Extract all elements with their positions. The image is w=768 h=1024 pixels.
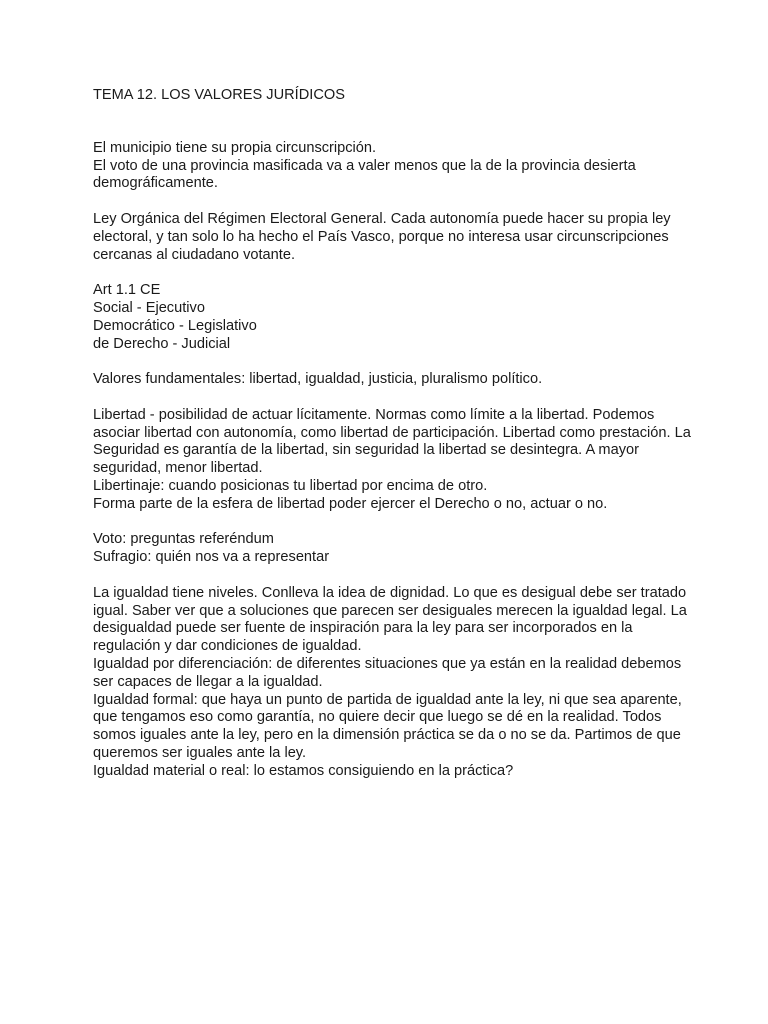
text-line: Igualdad material o real: lo estamos consiguiendo en la práctica? — [93, 762, 514, 779]
text-line: electoral, y tan solo lo ha hecho el País Vasco, porque no interesa usar circunscripciones — [93, 228, 669, 245]
text-line: cercanas al ciudadano votante. — [93, 246, 296, 263]
text-line: de Derecho - Judicial — [93, 335, 231, 352]
document-title: TEMA 12. LOS VALORES JURÍDICOS — [93, 87, 345, 103]
text-line: que tengamos eso como garantía, no quiere decir que luego se dé en la realidad. Todos — [93, 709, 662, 726]
text-line: asociar libertad con autonomía, como libertad de participación. Libertad como prestación. La — [93, 424, 691, 441]
paragraph-ley-organica — [93, 211, 693, 264]
text-line: regulación y dar condiciones de igualdad. — [93, 638, 362, 655]
text-line: Forma parte de la esfera de libertad poder ejercer el Derecho o no, actuar o no. — [93, 495, 608, 512]
paragraph-valores-fundamentales — [93, 371, 693, 389]
text-line: Sufragio: quién nos va a representar — [93, 549, 330, 566]
text-line: Seguridad es garantía de la libertad, sin seguridad la libertad se desintegra. A mayor — [93, 442, 639, 459]
text-line: Art 1.1 CE — [93, 282, 161, 299]
paragraph-art-1-1 — [93, 282, 693, 353]
text-line: somos iguales ante la ley, pero en la dimensión práctica se da o no se da. Partimos de que — [93, 727, 681, 744]
text-line: El voto de una provincia masificada va a valer menos que la de la provincia desierta — [93, 157, 636, 174]
paragraph-igualdad — [93, 585, 693, 781]
text-line: El municipio tiene su propia circunscripción. — [93, 139, 377, 156]
text-line: Igualdad formal: que haya un punto de partida de igualdad ante la ley, ni que sea aparente, — [93, 691, 682, 708]
text-line: igual. Saber ver que a soluciones que parecen ser desiguales merecen la igualdad legal. La — [93, 602, 687, 619]
paragraph-libertad — [93, 407, 693, 514]
paragraph-voto-sufragio — [93, 531, 693, 567]
text-line: queremos ser iguales ante la ley. — [93, 744, 307, 761]
text-line: Valores fundamentales: libertad, igualdad, justicia, pluralismo político. — [93, 371, 543, 388]
text-line: demográficamente. — [93, 175, 218, 192]
text-line: Libertinaje: cuando posicionas tu libertad por encima de otro. — [93, 477, 488, 494]
text-line: Igualdad por diferenciación: de diferentes situaciones que ya están en la realidad debemos — [93, 655, 682, 672]
paragraph-circunscripcion — [93, 140, 693, 193]
text-line: Democrático - Legislativo — [93, 317, 257, 334]
text-line: seguridad, menor libertad. — [93, 460, 263, 477]
text-line: desigualdad puede ser fuente de inspiración para la ley para ser incorporados en la — [93, 620, 633, 637]
text-line: La igualdad tiene niveles. Conlleva la idea de dignidad. Lo que es desigual debe ser tratado — [93, 584, 687, 601]
text-line: ser capaces de llegar a la igualdad. — [93, 673, 323, 690]
text-line: Voto: preguntas referéndum — [93, 531, 274, 548]
text-line: Ley Orgánica del Régimen Electoral General. Cada autonomía puede hacer su propia ley — [93, 210, 671, 227]
document-body — [93, 87, 693, 798]
text-line: Libertad - posibilidad de actuar lícitamente. Normas como límite a la libertad. Podemos — [93, 406, 655, 423]
text-line: Social - Ejecutivo — [93, 299, 205, 316]
